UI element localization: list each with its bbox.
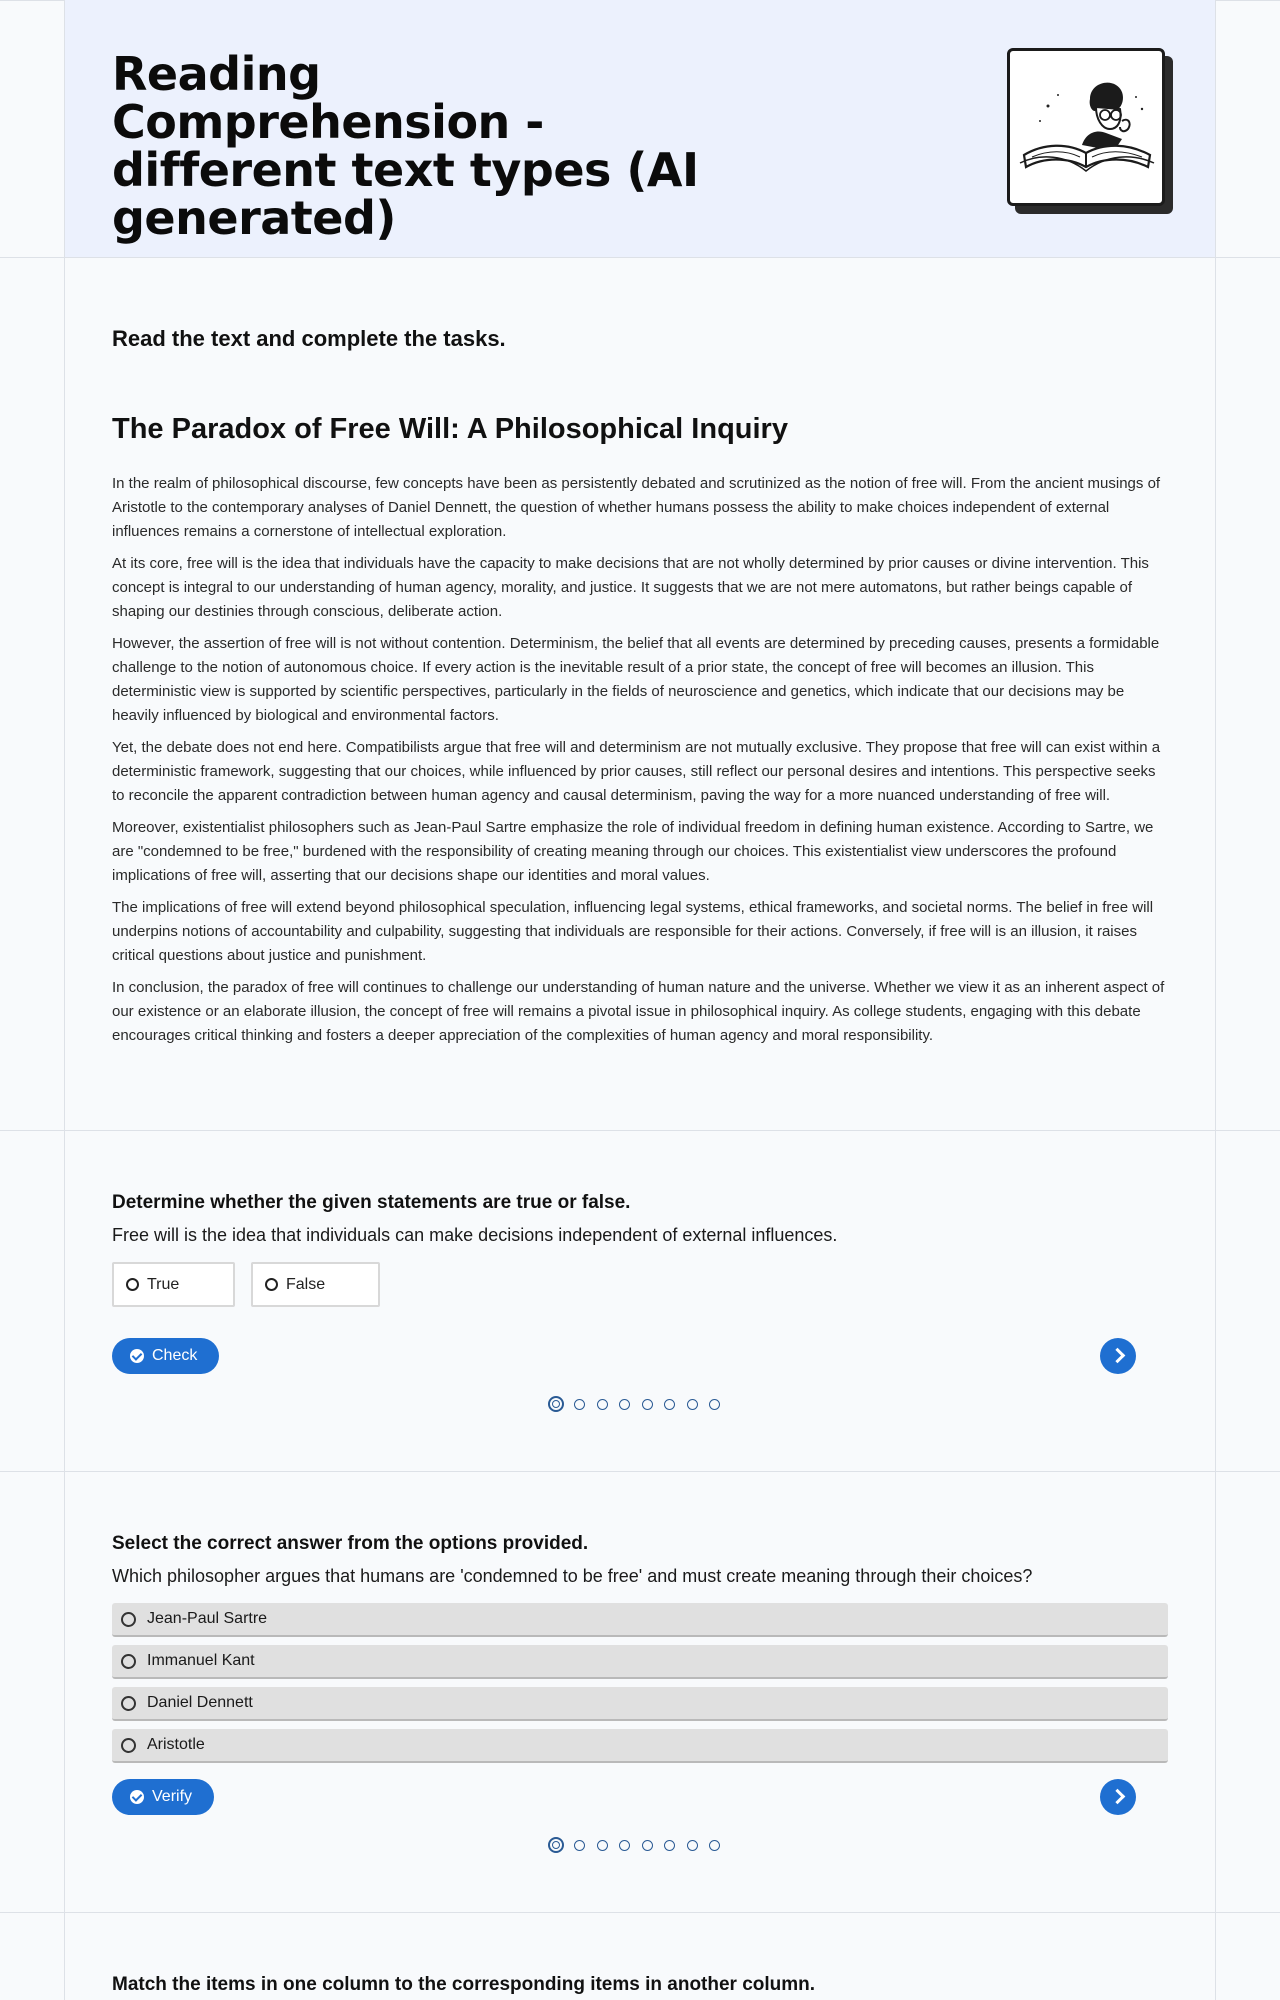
divider — [0, 1471, 1280, 1472]
radio-icon — [121, 1738, 136, 1753]
article-body — [112, 472, 1170, 1056]
page-title: Reading Comprehension - different text types (AI generated) — [112, 47, 699, 245]
pagination-dot[interactable] — [687, 1840, 698, 1851]
pagination-dot[interactable] — [709, 1840, 720, 1851]
pagination-dot[interactable] — [709, 1399, 720, 1410]
radio-icon — [126, 1278, 139, 1291]
pagination-dot[interactable] — [574, 1399, 585, 1410]
check-button-label: Check — [152, 1347, 198, 1364]
chevron-right-icon — [1110, 1789, 1126, 1805]
article-paragraph: The implications of free will extend beyond philosophical speculation, influencing legal systems, ethical frameworks, and societal norms. The belief in free will underpins notions of accountability and culpability, suggesting that individuals are responsible for their actions. Conversely, if free will is an illusion, it raises critical questions about justice and punishment. — [112, 899, 1154, 964]
answer-option[interactable] — [112, 1603, 1168, 1637]
radio-icon — [121, 1654, 136, 1669]
article-paragraph: At its core, free will is the idea that individuals have the capacity to make decisions that are not wholly determined by prior causes or divine intervention. This concept is integral to our understanding of human agency, morality, and justice. It suggests that we are not mere automatons, but rather beings capable of shaping our destinies through conscious, deliberate action. — [112, 555, 1149, 620]
task1-title: Determine whether the given statements are true or false. — [112, 1192, 631, 1213]
pagination-dot[interactable] — [664, 1840, 675, 1851]
divider — [0, 1130, 1280, 1131]
true-option[interactable] — [112, 1262, 235, 1307]
right-guide-line — [1215, 0, 1216, 2000]
pagination-dot[interactable] — [548, 1837, 564, 1853]
pagination-dot[interactable] — [687, 1399, 698, 1410]
article-paragraph: However, the assertion of free will is not without contention. Determinism, the belief that all events are determined by preceding causes, presents a formidable challenge to the notion of autonomous choice. If every action is the inevitable result of a prior state, the concept of free will becomes an illusion. This deterministic view is supported by scientific perspectives, particularly in the fields of neuroscience and genetics, which indicate that our decisions may be heavily influenced by biological and environmental factors. — [112, 635, 1160, 724]
radio-icon — [265, 1278, 278, 1291]
verify-button[interactable] — [112, 1779, 214, 1815]
answer-option-label: Daniel Dennett — [147, 1694, 253, 1711]
pagination-dot[interactable] — [642, 1840, 653, 1851]
pagination-dot[interactable] — [619, 1840, 630, 1851]
next-button[interactable] — [1100, 1338, 1136, 1374]
task2-pagination — [548, 1837, 732, 1853]
false-option-label: False — [286, 1275, 326, 1293]
task2-title: Select the correct answer from the options provided. — [112, 1533, 589, 1554]
check-circle-icon — [130, 1349, 144, 1363]
check-button[interactable] — [112, 1338, 219, 1374]
task1-pagination — [548, 1396, 732, 1412]
article-title: The Paradox of Free Will: A Philosophical Inquiry — [112, 413, 788, 445]
instructions: Read the text and complete the tasks. — [112, 326, 506, 351]
pagination-dot[interactable] — [664, 1399, 675, 1410]
task2-question: Which philosopher argues that humans are 'condemned to be free' and must create meaning through their choices? — [112, 1566, 1033, 1586]
answer-option-label: Jean-Paul Sartre — [147, 1610, 268, 1627]
radio-icon — [121, 1612, 136, 1627]
article-paragraph: Yet, the debate does not end here. Compatibilists argue that free will and determinism are not mutually exclusive. They propose that free will can exist within a deterministic framework, suggesting that our choices, while influenced by prior causes, still reflect our personal desires and intentions. This perspective seeks to reconcile the apparent contradiction between human agency and causal determinism, paving the way for a more nuanced understanding of free will. — [112, 739, 1161, 804]
divider — [0, 1912, 1280, 1913]
article-paragraph: In conclusion, the paradox of free will continues to challenge our understanding of human nature and the universe. Whether we view it as an inherent aspect of our existence or an elaborate illusion, the concept of free will remains a pivotal issue in philosophical inquiry. As college students, engaging with this debate encourages critical thinking and fosters a deeper appreciation of the complexities of human agency and moral responsibility. — [112, 979, 1165, 1044]
verify-button-label: Verify — [152, 1788, 193, 1805]
answer-option[interactable] — [112, 1645, 1168, 1679]
divider — [0, 257, 1280, 258]
pagination-dot[interactable] — [642, 1399, 653, 1410]
radio-icon — [121, 1696, 136, 1711]
true-option-label: True — [147, 1275, 180, 1293]
article-paragraph: Moreover, existentialist philosophers such as Jean-Paul Sartre emphasize the role of individual freedom in defining human existence. According to Sartre, we are "condemned to be free," burdened with the responsibility of creating meaning through our choices. This existentialist view underscores the profound implications of free will, asserting that our decisions shape our identities and moral values. — [112, 819, 1154, 884]
next-button[interactable] — [1100, 1779, 1136, 1815]
task3-title: Match the items in one column to the corresponding items in another column. — [112, 1974, 816, 1995]
page-header — [65, 0, 1215, 257]
answer-option[interactable] — [112, 1729, 1168, 1763]
chevron-right-icon — [1110, 1348, 1126, 1364]
answer-option[interactable] — [112, 1687, 1168, 1721]
check-circle-icon — [130, 1790, 144, 1804]
pagination-dot[interactable] — [574, 1840, 585, 1851]
task1-question: Free will is the idea that individuals can make decisions independent of external influences. — [112, 1225, 838, 1245]
left-guide-line — [64, 0, 65, 2000]
pagination-dot[interactable] — [548, 1396, 564, 1412]
answer-option-label: Aristotle — [147, 1736, 205, 1753]
pagination-dot[interactable] — [597, 1840, 608, 1851]
false-option[interactable] — [251, 1262, 380, 1307]
person-reading-book-icon — [1007, 48, 1165, 206]
pagination-dot[interactable] — [619, 1399, 630, 1410]
pagination-dot[interactable] — [597, 1399, 608, 1410]
answer-option-label: Immanuel Kant — [147, 1652, 255, 1669]
article-paragraph: In the realm of philosophical discourse, few concepts have been as persistently debated and scrutinized as the notion of free will. From the ancient musings of Aristotle to the contemporary analyses of Daniel Dennett, the question of whether humans possess the ability to make choices independent of external influences remains a cornerstone of intellectual exploration. — [112, 475, 1161, 540]
